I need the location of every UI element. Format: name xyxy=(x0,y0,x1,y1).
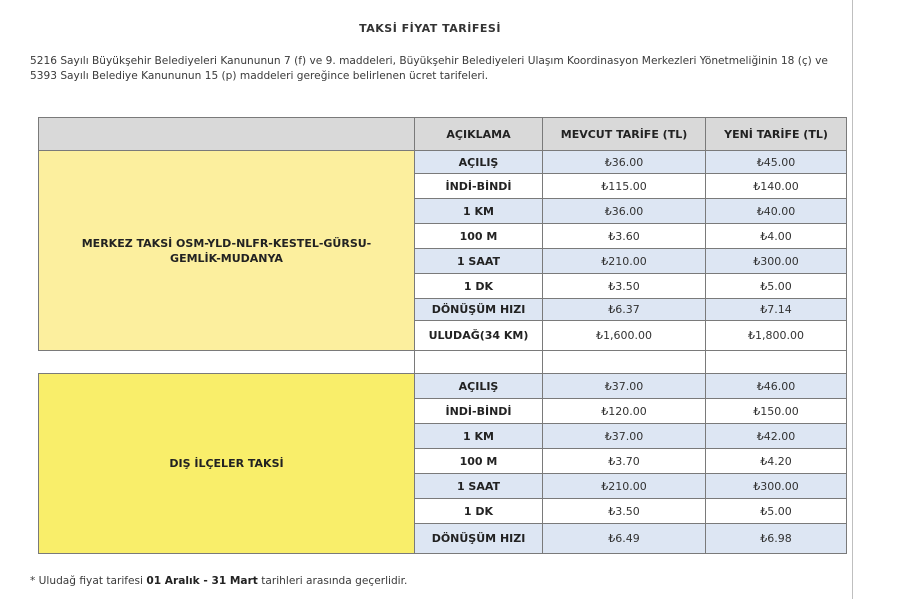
description-cell: 1 DK xyxy=(415,274,543,299)
table-row xyxy=(39,374,847,399)
header-empty xyxy=(39,118,415,151)
description-cell: 1 SAAT xyxy=(415,249,543,274)
description-cell: 100 M xyxy=(415,449,543,474)
current-tariff-cell: ₺1,600.00 xyxy=(543,321,706,351)
intro-paragraph: 5216 Sayılı Büyükşehir Belediyeleri Kanununun 7 (f) ve 9. maddeleri, Büyükşehir Belediyeleri Ulaşım Koordinasyon Merkezleri Yönetmeliğinin 18 (ç) ve 5393 Sayılı Belediye Kanununun 15 (p) maddeleri gereğince belirlenen ücret tarifeleri. xyxy=(30,55,828,82)
current-tariff-cell: ₺120.00 xyxy=(543,399,706,424)
description-cell: DÖNÜŞÜM HIZI xyxy=(415,524,543,554)
description-cell: 1 KM xyxy=(415,199,543,224)
category-cell: MERKEZ TAKSİ OSM-YLD-NLFR-KESTEL-GÜRSU-GEMLİK-MUDANYA xyxy=(39,151,415,351)
current-tariff-cell: ₺115.00 xyxy=(543,174,706,199)
new-tariff-cell: ₺1,800.00 xyxy=(706,321,847,351)
category-cell: DIŞ İLÇELER TAKSİ xyxy=(39,374,415,554)
description-cell: AÇILIŞ xyxy=(415,374,543,399)
description-cell: 1 DK xyxy=(415,499,543,524)
new-tariff-cell: ₺46.00 xyxy=(706,374,847,399)
new-tariff-cell: ₺300.00 xyxy=(706,474,847,499)
spacer-cell xyxy=(706,351,847,374)
spacer-cell xyxy=(415,351,543,374)
description-cell: ULUDAĞ(34 KM) xyxy=(415,321,543,351)
new-tariff-cell: ₺42.00 xyxy=(706,424,847,449)
new-tariff-cell: ₺7.14 xyxy=(706,299,847,321)
current-tariff-cell: ₺36.00 xyxy=(543,151,706,174)
footnote-dates: 01 Aralık - 31 Mart xyxy=(146,575,258,587)
footnote-suffix: tarihleri arasında geçerlidir. xyxy=(257,575,408,587)
current-tariff-cell: ₺3.70 xyxy=(543,449,706,474)
header-aciklama: AÇIKLAMA xyxy=(415,118,543,151)
description-cell: 1 SAAT xyxy=(415,474,543,499)
description-cell: 1 KM xyxy=(415,424,543,449)
new-tariff-cell: ₺140.00 xyxy=(706,174,847,199)
spacer-cell xyxy=(543,351,706,374)
current-tariff-cell: ₺210.00 xyxy=(543,474,706,499)
current-tariff-cell: ₺3.50 xyxy=(543,499,706,524)
current-tariff-cell: ₺3.50 xyxy=(543,274,706,299)
table-row xyxy=(39,151,847,174)
tariff-table xyxy=(38,117,847,554)
page-title: TAKSİ FİYAT TARİFESİ xyxy=(359,22,501,35)
description-cell: AÇILIŞ xyxy=(415,151,543,174)
current-tariff-cell: ₺6.49 xyxy=(543,524,706,554)
current-tariff-cell: ₺210.00 xyxy=(543,249,706,274)
new-tariff-cell: ₺6.98 xyxy=(706,524,847,554)
current-tariff-cell: ₺6.37 xyxy=(543,299,706,321)
footnote xyxy=(30,575,850,587)
new-tariff-cell: ₺5.00 xyxy=(706,499,847,524)
new-tariff-cell: ₺45.00 xyxy=(706,151,847,174)
page-edge-line xyxy=(852,0,853,599)
current-tariff-cell: ₺3.60 xyxy=(543,224,706,249)
spacer-cell xyxy=(39,351,415,374)
description-cell: DÖNÜŞÜM HIZI xyxy=(415,299,543,321)
header-yeni-tarife: YENİ TARİFE (TL) xyxy=(706,118,847,151)
header-mevcut-tarife: MEVCUT TARİFE (TL) xyxy=(543,118,706,151)
description-cell: İNDİ-BİNDİ xyxy=(415,399,543,424)
current-tariff-cell: ₺36.00 xyxy=(543,199,706,224)
new-tariff-cell: ₺300.00 xyxy=(706,249,847,274)
description-cell: 100 M xyxy=(415,224,543,249)
group-spacer-row xyxy=(39,351,847,374)
new-tariff-cell: ₺150.00 xyxy=(706,399,847,424)
new-tariff-cell: ₺5.00 xyxy=(706,274,847,299)
description-cell: İNDİ-BİNDİ xyxy=(415,174,543,199)
footnote-prefix: * Uludağ fiyat tarifesi xyxy=(30,575,147,587)
current-tariff-cell: ₺37.00 xyxy=(543,374,706,399)
current-tariff-cell: ₺37.00 xyxy=(543,424,706,449)
new-tariff-cell: ₺4.00 xyxy=(706,224,847,249)
table-header-row xyxy=(39,118,847,151)
new-tariff-cell: ₺4.20 xyxy=(706,449,847,474)
new-tariff-cell: ₺40.00 xyxy=(706,199,847,224)
